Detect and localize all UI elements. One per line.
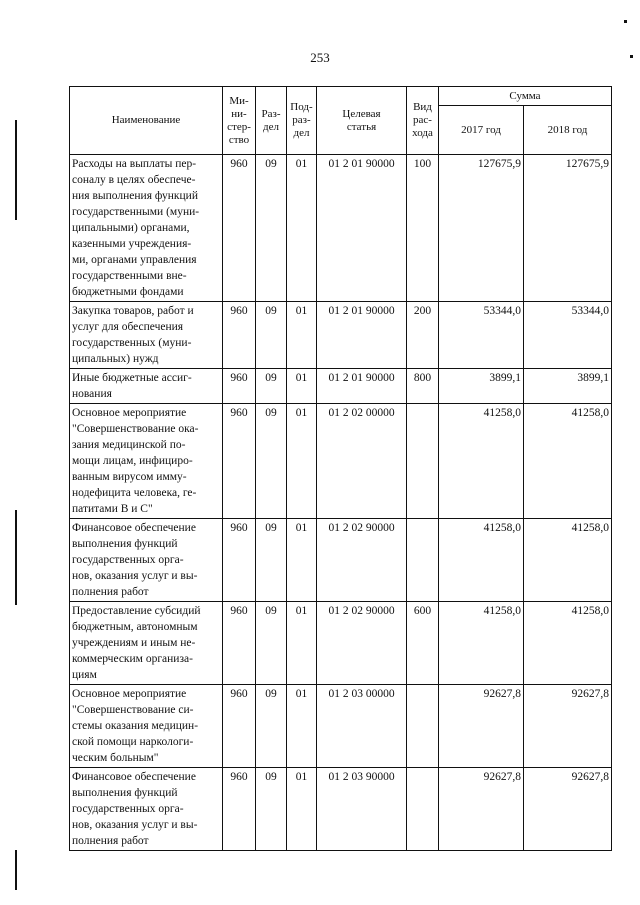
row-name	[70, 519, 223, 602]
row-type	[407, 519, 439, 602]
table-row	[70, 302, 612, 369]
row-subsection: 01	[287, 768, 317, 851]
row-name-line: соналу в целях обеспече-	[72, 174, 196, 186]
header-expense-type: Вид рас- хода	[407, 87, 439, 155]
row-target: 01 2 03 00000	[317, 685, 407, 768]
header-target: Целевая статья	[317, 87, 407, 155]
row-sum-2017: 41258,0	[439, 404, 524, 519]
row-name-line: ванным вирусом имму-	[72, 471, 187, 483]
row-sum-2018: 3899,1	[524, 369, 612, 404]
row-type: 100	[407, 155, 439, 302]
row-ministry: 960	[223, 155, 256, 302]
row-name-line: ципальными) органами,	[72, 222, 190, 234]
row-name-line: нов, оказания услуг и вы-	[72, 570, 198, 582]
row-sum-2018: 127675,9	[524, 155, 612, 302]
row-sum-2017: 41258,0	[439, 602, 524, 685]
row-name-line: выполнения функций	[72, 538, 178, 550]
row-ministry: 960	[223, 685, 256, 768]
row-type: 800	[407, 369, 439, 404]
row-name-line: услуг для обеспечения	[72, 321, 184, 333]
row-name-line: Финансовое обеспечение	[72, 771, 196, 783]
header-subsection: Под- раз- дел	[287, 87, 317, 155]
row-name-line: выполнения функций	[72, 787, 178, 799]
row-name-line: Основное мероприятие	[72, 407, 187, 419]
table-row	[70, 369, 612, 404]
row-name-line: нов, оказания услуг и вы-	[72, 819, 198, 831]
row-sum-2018: 41258,0	[524, 602, 612, 685]
row-name-line: патитами В и С"	[72, 503, 153, 515]
row-sum-2017: 92627,8	[439, 685, 524, 768]
row-ministry: 960	[223, 602, 256, 685]
row-name-line: государственными вне-	[72, 270, 187, 282]
row-section: 09	[256, 369, 287, 404]
row-sum-2017: 41258,0	[439, 519, 524, 602]
row-target: 01 2 01 90000	[317, 155, 407, 302]
row-sum-2018: 92627,8	[524, 685, 612, 768]
row-section: 09	[256, 602, 287, 685]
table-row	[70, 685, 612, 768]
row-subsection: 01	[287, 155, 317, 302]
scan-mark-left-mid	[15, 510, 17, 605]
row-name	[70, 602, 223, 685]
row-name-line: коммерческим организа-	[72, 653, 193, 665]
row-ministry: 960	[223, 404, 256, 519]
row-name-line: мощи лицам, инфициро-	[72, 455, 193, 467]
table-row	[70, 155, 612, 302]
header-ministry: Ми- ни- стер- ство	[223, 87, 256, 155]
row-name	[70, 369, 223, 404]
row-subsection: 01	[287, 519, 317, 602]
row-name-line: государственных орга-	[72, 803, 184, 815]
row-name-line: Предоставление субсидий	[72, 605, 201, 617]
table-row	[70, 602, 612, 685]
row-type	[407, 404, 439, 519]
row-sum-2018: 41258,0	[524, 404, 612, 519]
row-sum-2018: 53344,0	[524, 302, 612, 369]
row-section: 09	[256, 685, 287, 768]
row-name-line: Финансовое обеспечение	[72, 522, 196, 534]
header-name: Наименование	[70, 87, 223, 155]
row-name	[70, 768, 223, 851]
row-section: 09	[256, 155, 287, 302]
row-target: 01 2 02 90000	[317, 519, 407, 602]
page-number: 253	[310, 50, 330, 65]
row-name	[70, 685, 223, 768]
row-section: 09	[256, 302, 287, 369]
row-name-line: казенными учреждения-	[72, 238, 192, 250]
row-name-line: учреждениям и иным не-	[72, 637, 196, 649]
row-name-line: "Совершенствование си-	[72, 704, 194, 716]
row-name-line: бюджетными фондами	[72, 286, 184, 298]
row-type: 600	[407, 602, 439, 685]
row-name-line: Расходы на выплаты пер-	[72, 158, 197, 170]
row-name-line: "Совершенствование ока-	[72, 423, 199, 435]
header-sum: Сумма	[439, 87, 612, 106]
row-name-line: ми, органами управления	[72, 254, 197, 266]
row-name-line: полнения работ	[72, 835, 149, 847]
row-name-line: государственных орга-	[72, 554, 184, 566]
table-row	[70, 404, 612, 519]
header-year-2018: 2018 год	[524, 106, 612, 155]
row-sum-2018: 92627,8	[524, 768, 612, 851]
row-section: 09	[256, 768, 287, 851]
row-subsection: 01	[287, 602, 317, 685]
row-name-line: бюджетным, автономным	[72, 621, 198, 633]
row-subsection: 01	[287, 369, 317, 404]
row-target: 01 2 02 90000	[317, 602, 407, 685]
row-sum-2018: 41258,0	[524, 519, 612, 602]
header-year-2017: 2017 год	[439, 106, 524, 155]
row-name-line: циям	[72, 669, 97, 681]
row-ministry: 960	[223, 519, 256, 602]
row-name-line: государственных (муни-	[72, 337, 192, 349]
header-section: Раз- дел	[256, 87, 287, 155]
row-name-line: Закупка товаров, работ и	[72, 305, 194, 317]
row-ministry: 960	[223, 369, 256, 404]
table-row	[70, 768, 612, 851]
row-name-line: ципальных) нужд	[72, 353, 159, 365]
row-subsection: 01	[287, 404, 317, 519]
row-sum-2017: 127675,9	[439, 155, 524, 302]
row-sum-2017: 92627,8	[439, 768, 524, 851]
row-sum-2017: 3899,1	[439, 369, 524, 404]
row-name-line: ческим больным"	[72, 752, 159, 764]
row-type	[407, 768, 439, 851]
row-target: 01 2 01 90000	[317, 302, 407, 369]
row-target: 01 2 01 90000	[317, 369, 407, 404]
scan-mark-right-top	[624, 20, 627, 23]
row-section: 09	[256, 519, 287, 602]
row-sum-2017: 53344,0	[439, 302, 524, 369]
row-name-line: нования	[72, 388, 112, 400]
row-name	[70, 404, 223, 519]
row-target: 01 2 03 90000	[317, 768, 407, 851]
scan-mark-right-top2	[630, 55, 633, 58]
budget-table	[69, 86, 612, 851]
row-name-line: стемы оказания медицин-	[72, 720, 199, 732]
row-target: 01 2 02 00000	[317, 404, 407, 519]
row-name-line: зания медицинской по-	[72, 439, 186, 451]
row-ministry: 960	[223, 302, 256, 369]
row-name-line: государственными (муни-	[72, 206, 200, 218]
row-name	[70, 155, 223, 302]
row-subsection: 01	[287, 302, 317, 369]
row-name-line: Основное мероприятие	[72, 688, 187, 700]
row-subsection: 01	[287, 685, 317, 768]
row-section: 09	[256, 404, 287, 519]
table-row	[70, 519, 612, 602]
row-name-line: ния выполнения функций	[72, 190, 198, 202]
row-type: 200	[407, 302, 439, 369]
scan-mark-left-bottom	[15, 850, 17, 890]
row-type	[407, 685, 439, 768]
row-name-line: ской помощи наркологи-	[72, 736, 194, 748]
row-ministry: 960	[223, 768, 256, 851]
row-name	[70, 302, 223, 369]
scan-mark-left-top	[15, 120, 17, 220]
row-name-line: полнения работ	[72, 586, 149, 598]
row-name-line: нодефицита человека, ге-	[72, 487, 197, 499]
row-name-line: Иные бюджетные ассиг-	[72, 372, 192, 384]
